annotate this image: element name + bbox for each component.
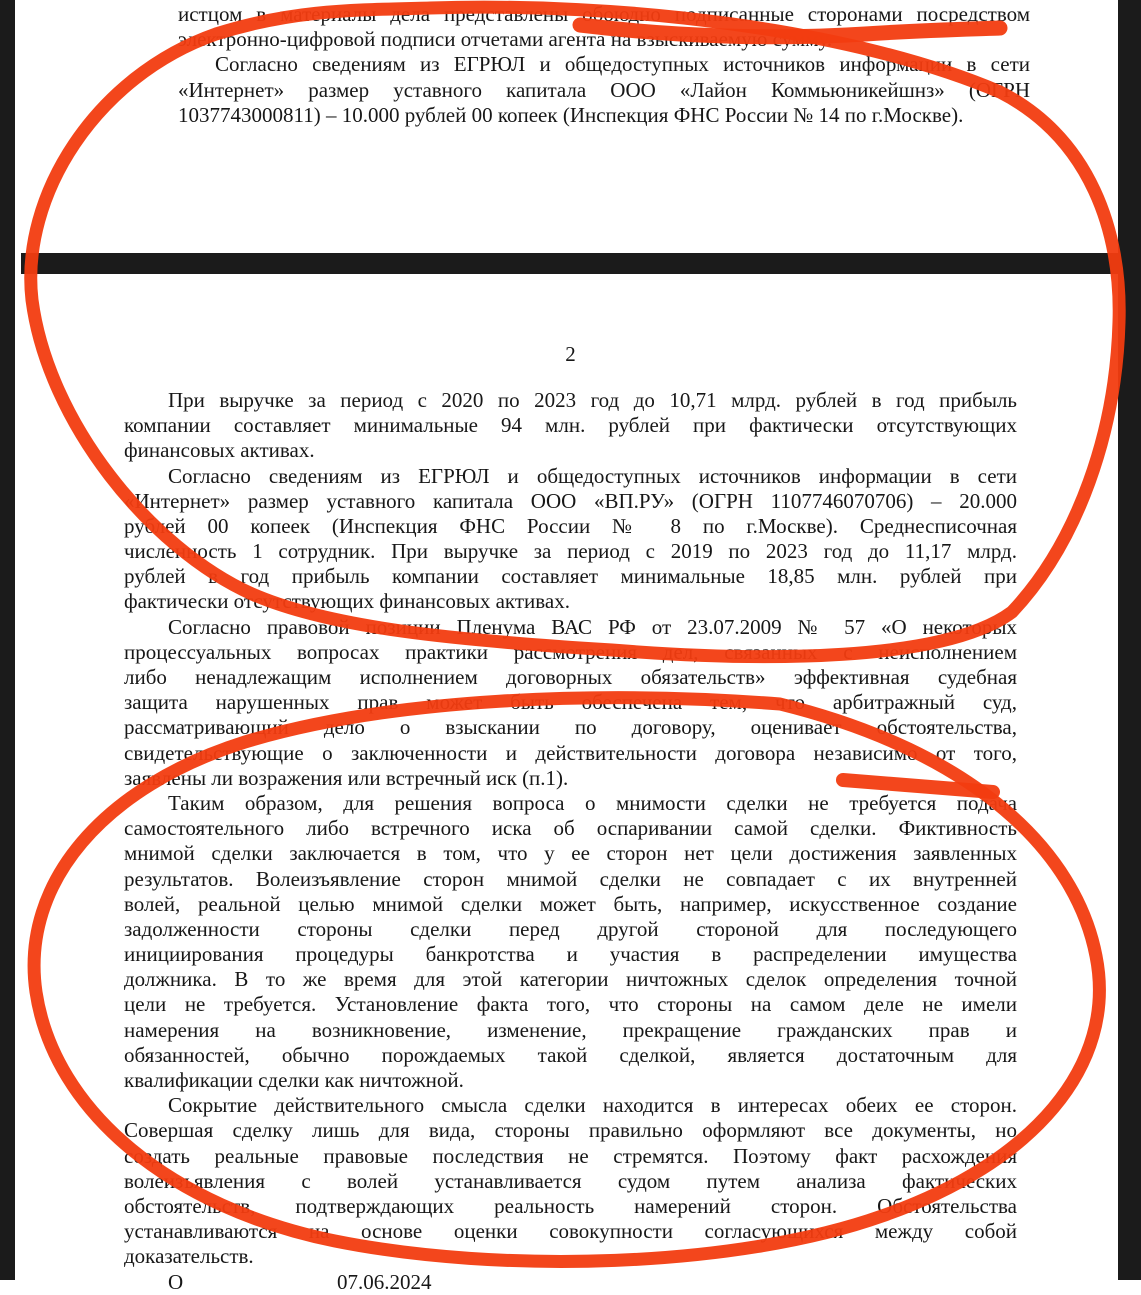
text-line: самостоятельного либо встречного иска об оспаривании самой сделки. Фиктивность: [124, 816, 1017, 841]
text-line: рублей 00 копеек (Инспекция ФНС России № 8 по г.Москве). Среднесписочная: [124, 513, 1017, 538]
text-line: квалификации сделки как ничтожной.: [124, 1068, 464, 1093]
text-line: истцом в материалы дела представлены обоюдно подписанные сторонами посредством: [178, 2, 1030, 26]
text-line: фактически отсутствующих финансовых активах.: [124, 589, 570, 614]
text-line: 1037743000811) – 10.000 рублей 00 копеек (Инспекция ФНС России № 14 по г.Москве).: [178, 102, 964, 127]
text-line: обстоятельств, подтверждающих реальность намерений сторон. Обстоятельства: [124, 1193, 1017, 1218]
text-line: Согласно сведениям из ЕГРЮЛ и общедоступных источников информации в сети: [168, 463, 1017, 488]
text-line: создать реальные правовые последствия не стремятся. Поэтому факт расхождения: [124, 1143, 1017, 1168]
page-number: 2: [565, 342, 576, 366]
text-line: доказательств.: [124, 1244, 254, 1269]
text-line: финансовых активах.: [124, 438, 315, 463]
text-line: свидетельствующие о заключенности и действительности договора независимо от того,: [124, 740, 1017, 765]
text-line: «Интернет» размер уставного капитала ООО «ВП.РУ» (ОГРН 1107746070706) – 20.000: [124, 488, 1017, 513]
text-line: Сокрытие действительного смысла сделки находится в интересах обеих ее сторон.: [168, 1093, 1017, 1118]
text-line: электронно-цифровой подписи отчетами агента на взыскиваемую сумму.: [178, 27, 833, 52]
text-line: устанавливаются на основе оценки совокупности согласующихся между собой: [124, 1219, 1017, 1244]
text-line: намерения на возникновение, изменение, прекращение гражданских прав и: [124, 1017, 1017, 1042]
partial-line-date: 07.06.2024: [337, 1269, 432, 1294]
viewer-right-edge-bar: [1118, 0, 1141, 1280]
text-line: волей, реальной целью мнимой сделки может быть, например, искусственное создание: [124, 891, 1017, 916]
text-line: заявлены ли возражения или встречный иск (п.1).: [124, 765, 569, 790]
text-line: численность 1 сотрудник. При выручке за период с 2019 по 2023 год до 11,17 млрд.: [124, 539, 1017, 564]
text-line: инициирования процедуры банкротства и участия в распределении имущества: [124, 942, 1017, 967]
text-line: Согласно правовой позиции Пленума ВАС РФ от 23.07.2009 № 57 «О некоторых: [168, 614, 1017, 639]
text-line: либо ненадлежащим исполнением договорных обязательств» эффективная судебная: [124, 665, 1017, 690]
page-separator-band: [21, 253, 1118, 274]
text-line: При выручке за период с 2020 по 2023 год до 10,71 млрд. рублей в год прибыль: [168, 387, 1017, 412]
viewer-left-edge-bar: [0, 0, 15, 1280]
text-line: Согласно сведениям из ЕГРЮЛ и общедоступных источников информации в сети: [215, 52, 1030, 77]
text-line: защита нарушенных прав может быть обеспечена тем, что арбитражный суд,: [124, 690, 1017, 715]
document-page-1: [178, 0, 1030, 253]
text-line: волеизъявления с волей устанавливается судом путем анализа фактических: [124, 1168, 1017, 1193]
text-line: цели не требуется. Установление факта того, что стороны на самом деле не имели: [124, 992, 1017, 1017]
text-line: рублей в год прибыль компании составляет минимальные 18,85 млн. рублей при: [124, 564, 1017, 589]
partial-bottom-line: [124, 1269, 1017, 1294]
text-line: должника. В то же время для этой категории ничтожных сделок определения точной: [124, 967, 1017, 992]
text-line: Совершая сделку лишь для вида, стороны правильно оформляют все документы, но: [124, 1118, 1017, 1143]
text-line: обязанностей, обычно порождаемых такой сделкой, является достаточным для: [124, 1042, 1017, 1067]
partial-line-start: О: [168, 1269, 184, 1294]
document-page-2: [124, 278, 1017, 1294]
text-line: рассматривающий дело о взыскании по договору, оценивает обстоятельства,: [124, 715, 1017, 740]
text-line: Таким образом, для решения вопроса о мнимости сделки не требуется подача: [168, 790, 1017, 815]
text-line: процессуальных вопросах практики рассмотрения дел, связанных с неисполнением: [124, 639, 1017, 664]
text-line: задолженности стороны сделки перед другой стороной для последующего: [124, 916, 1017, 941]
text-line: результатов. Волеизъявление сторон мнимой сделки не совпадает с их внутренней: [124, 866, 1017, 891]
page-1-text-block: [178, 2, 1030, 128]
text-line: мнимой сделки заключается в том, что у ее сторон нет цели достижения заявленных: [124, 841, 1017, 866]
text-line: компании составляет минимальные 94 млн. рублей при фактически отсутствующих: [124, 413, 1017, 438]
page-2-text-block: [124, 388, 1017, 1270]
text-line: «Интернет» размер уставного капитала ООО «Лайон Коммьюникейшнз» (ОГРН: [178, 77, 1030, 102]
